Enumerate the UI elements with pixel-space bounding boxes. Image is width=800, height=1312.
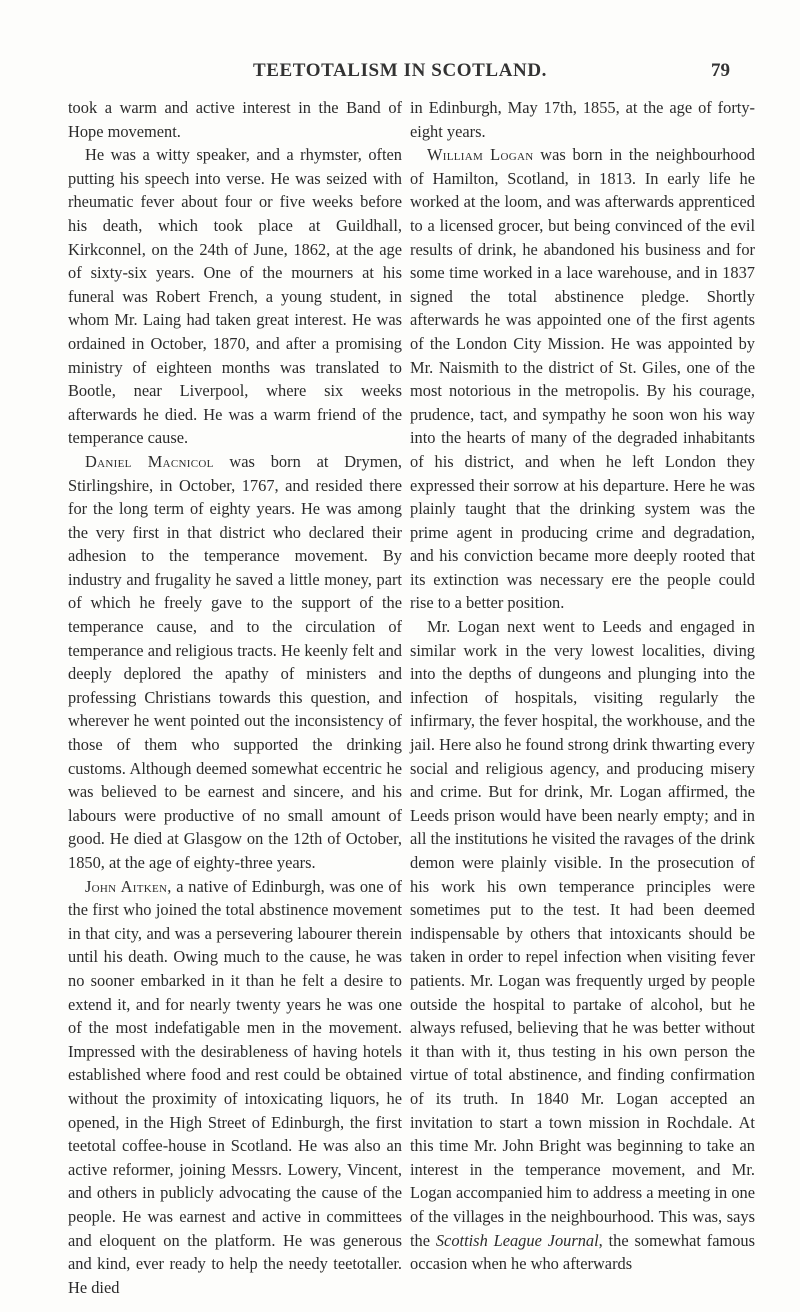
left-column <box>68 96 402 1299</box>
running-title: TEETOTALISM IN SCOTLAND. <box>252 60 548 81</box>
right-column <box>410 96 755 1276</box>
paragraph: He was a witty speaker, and a rhymster, often putting his speech into verse. He was seized with rheumatic fever about four or five weeks before his death, which took place at Guildhall, Kirkconnel, on the 24th of June, 1862, at the age of sixty-six years. One of the mourners at his funeral was Robert French, a young student, in whom Mr. Laing had taken great interest. He was ordained in October, 1870, and after a promising ministry of eighteen months was translated to Bootle, near Liverpool, where six weeks afterwards he died. He was a warm friend of the temperance cause. <box>68 145 402 448</box>
paragraph-text: , a native of Edinburgh, was one of the first who joined the total abstinence movement in that city, and was a persevering labourer therein until his death. Owing much to the cause, he was no sooner embarked in it than he felt a desire to extend it, and for nearly twenty years he was one of the most indefatigable men in the movement. Impressed with the desirableness of having hotels established where food and rest could be obtained without the proximity of intoxicating liquors, he opened, in the High Street of Edinburgh, the first teetotal coffee-house in Scotland. He was also an active reformer, joining Messrs. Lowery, Vincent, and others in publicly advocating the cause of the people. He was earnest and active in committees and eloquent on the platform. He was generous and kind, ever ready to help the needy teetotaller. He died <box>68 876 402 1297</box>
paragraph-william-logan <box>410 143 755 615</box>
page-number: 79 <box>711 60 730 81</box>
paragraph-text: was born in the neighbourhood of Hamilton, Scotland, in 1813. In early life he worked at the loom, and was afterwards apprenticed to a licensed grocer, but being convinced of the evil results of drink, he abandoned his business and for some time worked in a lace warehouse, and in 1837 signed the total abstinence pledge. Shortly afterwards he was appointed one of the first agents of the London City Mission. He was appointed by Mr. Naismith to the district of St. Giles, one of the most notorious in the metropolis. By his courage, prudence, tact, and sympathy he soon won his way into the hearts of many of the degraded inhabitants of his district, and when he left London they expressed their sorrow at his departure. Here he was plainly taught that the drinking system was the prime agent in producing crime and degradation, and his conviction became more deeply rooted that its extinction was necessary ere the people could rise to a better position. <box>410 145 755 613</box>
paragraph-text-end: , the somewhat famous occasion when he who afterwards <box>410 1230 755 1274</box>
person-name: Daniel Macnicol <box>85 451 214 471</box>
paragraph-text: was born at Drymen, Stirlingshire, in October, 1767, and resided there for the long term of eighty years. He was among the very first in that district who declared their adhesion to the temperance movement. By industry and frugality he saved a little money, part of which he freely gave to the support of the temperance cause, and to the circulation of temperance and religious tracts. He keenly felt and deeply deplored the apathy of ministers and professing Christians towards this question, and wherever he went pointed out the inconsistency of those of them who supported the drinking customs. Although deemed somewhat eccentric he was believed to be earnest and sincere, and his labours were productive of no small amount of good. He died at Glasgow on the 12th of October, 1850, at the age of eighty-three years. <box>68 451 403 872</box>
paragraph: took a warm and active interest in the Band of Hope movement. <box>68 98 402 141</box>
person-name: John Aitken <box>85 876 168 896</box>
running-head <box>0 60 800 88</box>
journal-title: Scottish League Journal <box>435 1230 599 1250</box>
paragraph-john-aitken <box>68 875 402 1300</box>
paragraph: in Edinburgh, May 17th, 1855, at the age of forty-eight years. <box>410 98 755 141</box>
paragraph-logan-leeds <box>410 615 755 1276</box>
person-name: William Logan <box>427 145 534 165</box>
paragraph-daniel-macnicol <box>68 450 402 875</box>
paragraph-text: Mr. Logan next went to Leeds and engaged in similar work in the very lowest localities, diving into the depths of dungeons and plunging into the infection of hospitals, visiting regularly the infirmary, the fever hospital, the workhouse, and the jail. Here also he found strong drink thwarting every social and religious agency, and producing misery and crime. But for drink, Mr. Logan affirmed, the Leeds prison would have been nearly empty; and in all the institutions he visited the ravages of the drink demon were plainly visible. In the prosecution of his work his own temperance principles were sometimes put to the test. It had been deemed indispensable by others that intoxicants should be taken in order to repel infection when visiting fever patients. Mr. Logan was frequently urged by people outside the hospital to partake of alcohol, but he always refused, believing that he was better without it than with it, thus testing in his own person the virtue of total abstinence, and finding confirmation of its truth. In 1840 Mr. Logan accepted an invitation to start a town mission in Rochdale. At this time Mr. John Bright was beginning to take an interest in the temperance movement, and Mr. Logan accompanied him to address a meeting in one of the villages in the neighbourhood. This was, says the <box>410 617 756 1250</box>
